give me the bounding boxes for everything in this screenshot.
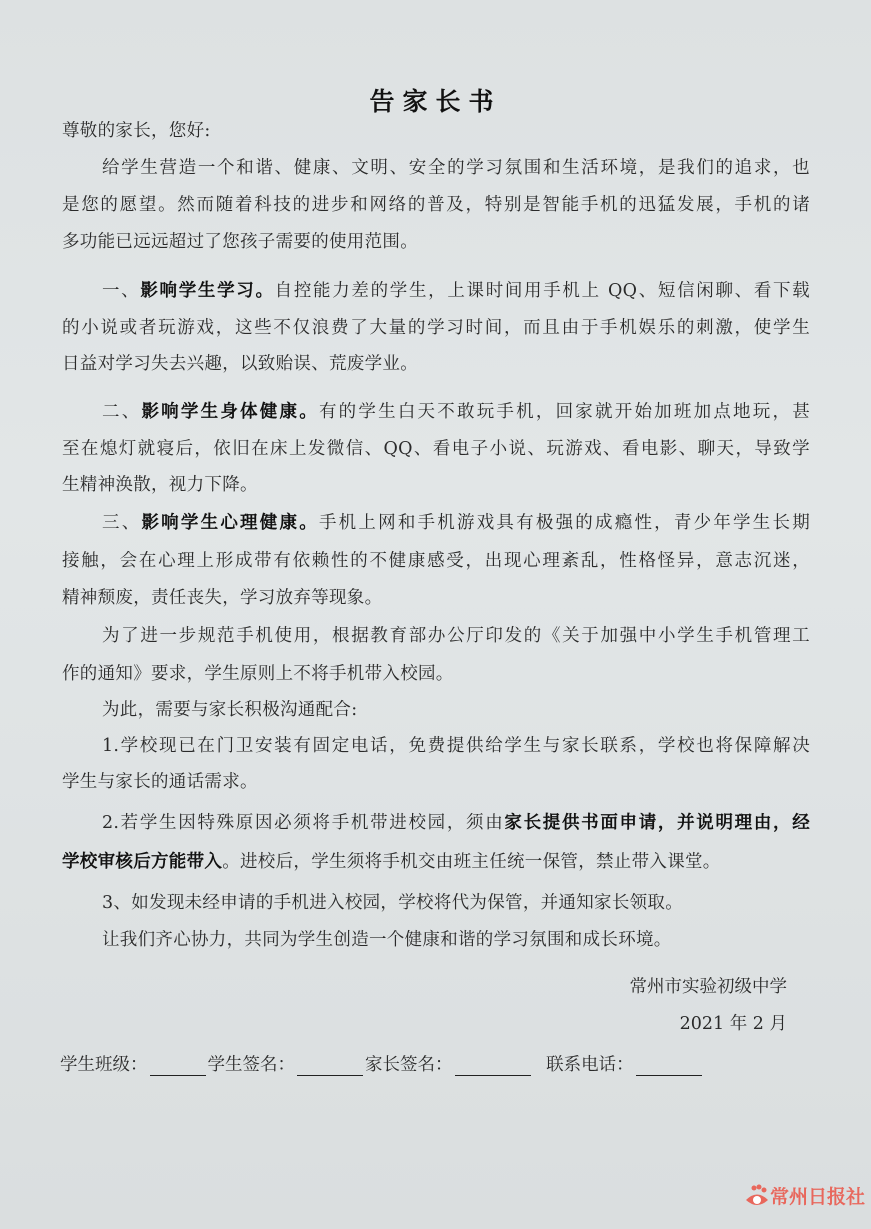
section-number: 一、 (102, 281, 141, 301)
section-heading: 影响学生学习。 (140, 281, 275, 301)
item-text: 2.若学生因特殊原因必须将手机带进校园，须由 (102, 813, 505, 833)
student-signature-field[interactable] (297, 1057, 363, 1076)
item-1-line: 学生与家长的通话需求。 (62, 772, 258, 792)
item-text: 。进校后，学生须将手机交由班主任统一保管，禁止带入课堂。 (222, 852, 721, 872)
paragraph-line: 生精神涣散，视力下降。 (62, 475, 258, 495)
item-3-line: 3、如发现未经申请的手机进入校园，学校将代为保管，并通知家长领取。 (102, 893, 684, 913)
section-heading: 影响学生心理健康。 (141, 513, 319, 533)
paragraph-line: 为此，需要与家长积极沟通配合: (102, 700, 358, 720)
item-bold-text: 家长提供书面申请，并说明理由，经 (504, 813, 810, 833)
section-heading: 影响学生身体健康。 (141, 402, 319, 422)
paragraph-line: 是您的愿望。然而随着科技的进步和网络的普及，特别是智能手机的迅猛发展，手机的诸 (62, 195, 810, 215)
section-text: 有的学生白天不敢玩手机，回家就开始加班加点地玩，甚 (318, 402, 811, 422)
closing-line: 让我们齐心协力，共同为学生创造一个健康和谐的学习氛围和成长环境。 (102, 930, 672, 950)
date: 2021 年 2 月 (679, 1014, 787, 1034)
school-name: 常州市实验初级中学 (629, 977, 787, 997)
phone-label: 联系电话： (546, 1055, 634, 1075)
paragraph-line: 作的通知》要求，学生原则上不将手机带入校园。 (62, 664, 454, 684)
item-1-line: 1.学校现已在门卫安装有固定电话，免费提供给学生与家长联系，学校也将保障解决 (102, 736, 810, 756)
parent-signature-field[interactable] (455, 1057, 531, 1076)
signature-form (60, 1051, 704, 1076)
item-2-line (62, 851, 810, 873)
paragraph-line: 至在熄灯就寝后，依旧在床上发微信、QQ、看电子小说、玩游戏、看电影、聊天，导致学 (62, 439, 810, 459)
section-number: 二、 (102, 402, 142, 422)
class-field[interactable] (150, 1057, 206, 1076)
section-1-heading-line (102, 280, 810, 302)
section-text: 手机上网和手机游戏具有极强的成瘾性，青少年学生长期 (318, 513, 811, 533)
eye-logo-icon (744, 1183, 770, 1209)
section-3-heading-line (102, 512, 810, 534)
class-label: 学生班级： (60, 1055, 148, 1075)
student-signature-label: 学生签名： (207, 1055, 295, 1075)
item-2-line (102, 812, 810, 834)
watermark-text: 常州日报社 (769, 1186, 865, 1208)
section-2-heading-line (102, 401, 810, 423)
paragraph-line: 日益对学习失去兴趣，以致贻误、荒废学业。 (62, 354, 418, 374)
letter-title: 告家长书 (369, 87, 502, 116)
paragraph-line: 接触，会在心理上形成带有依赖性的不健康感受，出现心理紊乱，性格怪异，意志沉迷， (62, 551, 810, 571)
paragraph-line: 多功能已远远超过了您孩子需要的使用范围。 (62, 232, 418, 252)
parent-signature-label: 家长签名： (365, 1055, 453, 1075)
section-text: 自控能力差的学生，上课时间用手机上 QQ、短信闲聊、看下载 (274, 281, 810, 301)
greeting: 尊敬的家长，您好: (62, 121, 211, 141)
paragraph-line: 为了进一步规范手机使用，根据教育部办公厅印发的《关于加强中小学生手机管理工 (102, 626, 810, 646)
phone-field[interactable] (636, 1057, 702, 1076)
watermark (744, 1182, 865, 1209)
paragraph-line: 精神颓废，责任丧失，学习放弃等现象。 (62, 588, 383, 608)
paragraph-line: 的小说或者玩游戏，这些不仅浪费了大量的学习时间，而且由于手机娱乐的刺激，使学生 (62, 318, 810, 338)
paragraph-line: 给学生营造一个和谐、健康、文明、安全的学习氛围和生活环境，是我们的追求，也 (102, 158, 810, 178)
item-bold-text: 学校审核后方能带入 (62, 852, 223, 872)
section-number: 三、 (102, 513, 142, 533)
